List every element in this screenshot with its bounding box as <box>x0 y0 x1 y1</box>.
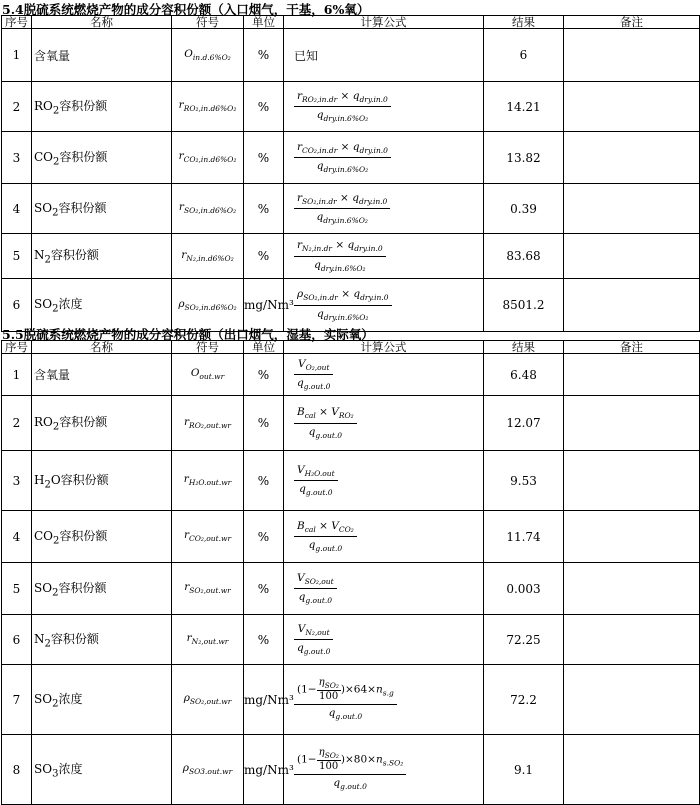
header-unit: 单位 <box>244 16 284 29</box>
row-symbol: $r_{N_2,out.wr}$ <box>172 615 244 665</box>
table-row <box>2 279 700 332</box>
table-row <box>2 132 700 184</box>
row-name: $N_2$容积份额 <box>32 615 172 665</box>
row-unit: % <box>244 184 284 234</box>
row-unit: % <box>244 563 284 615</box>
header-note: 备注 <box>564 16 700 29</box>
row-result: 6.48 <box>484 354 564 396</box>
row-unit: % <box>244 29 284 82</box>
row-result: 13.82 <box>484 132 564 184</box>
row-note <box>564 234 700 279</box>
row-symbol: $\rho_{SO_2,in.d6\%O_2}$ <box>172 279 244 332</box>
row-result: 14.21 <box>484 82 564 132</box>
header-result: 结果 <box>484 341 564 354</box>
section1-table <box>1 15 700 332</box>
row-unit: % <box>244 234 284 279</box>
row-name: $SO_3$浓度 <box>32 735 172 805</box>
row-no: 7 <box>2 665 32 735</box>
row-no: 1 <box>2 354 32 396</box>
table-row <box>2 615 700 665</box>
row-note <box>564 354 700 396</box>
row-no: 6 <box>2 615 32 665</box>
row-result: 11.74 <box>484 511 564 563</box>
row-note <box>564 451 700 511</box>
row-note <box>564 735 700 805</box>
row-formula: $\frac{r_{N_2,in.dr} \times q_{dry.in.0}}{q_{dry.in.6\%O_2}}$ <box>284 234 484 279</box>
header-symbol: 符号 <box>172 16 244 29</box>
row-result: 9.1 <box>484 735 564 805</box>
header-name: 名称 <box>32 16 172 29</box>
row-name: 含氧量 <box>32 354 172 396</box>
row-name: $SO_2$浓度 <box>32 665 172 735</box>
table-row <box>2 184 700 234</box>
row-symbol: $\rho_{SO3.out.wr}$ <box>172 735 244 805</box>
row-unit: % <box>244 511 284 563</box>
row-symbol: $r_{N_2,in.d6\%O_2}$ <box>172 234 244 279</box>
row-no: 8 <box>2 735 32 805</box>
row-unit: % <box>244 451 284 511</box>
row-no: 5 <box>2 563 32 615</box>
row-symbol: $\rho_{SO_2,out.wr}$ <box>172 665 244 735</box>
row-result: 12.07 <box>484 396 564 451</box>
row-symbol: $O_{out.wr}$ <box>172 354 244 396</box>
row-name: 含氧量 <box>32 29 172 82</box>
row-note <box>564 396 700 451</box>
row-unit: mg/Nm³ <box>244 735 284 805</box>
row-formula: $\frac{B_{cal} \times V_{RO_2}}{q_{g.out.0}}$ <box>284 396 484 451</box>
row-name: $SO_2$容积份额 <box>32 563 172 615</box>
row-symbol: $r_{RO_2,in.d6\%O_2}$ <box>172 82 244 132</box>
row-unit: % <box>244 396 284 451</box>
table-row <box>2 665 700 735</box>
row-name: $CO_2$容积份额 <box>32 132 172 184</box>
header-formula: 计算公式 <box>284 16 484 29</box>
row-note <box>564 279 700 332</box>
row-note <box>564 665 700 735</box>
table-row <box>2 735 700 805</box>
table-header-row <box>2 16 700 29</box>
row-no: 4 <box>2 184 32 234</box>
row-note <box>564 132 700 184</box>
row-name: $SO_2$浓度 <box>32 279 172 332</box>
row-result: 8501.2 <box>484 279 564 332</box>
table-header-row <box>2 341 700 354</box>
row-no: 2 <box>2 82 32 132</box>
row-symbol: $O_{in.d.6\%O_2}$ <box>172 29 244 82</box>
row-note <box>564 511 700 563</box>
row-formula: (1− $\frac{\eta_{SO_2}}{100}$ )$\times 64\times n_{s.g}$ $q_{g.out.0}$ <box>284 665 484 735</box>
row-result: 0.39 <box>484 184 564 234</box>
row-unit: % <box>244 82 284 132</box>
row-formula: $\frac{V_{N_2,out}}{q_{g.out.0}}$ <box>284 615 484 665</box>
section2-table <box>1 340 700 805</box>
header-note: 备注 <box>564 341 700 354</box>
row-result: 9.53 <box>484 451 564 511</box>
row-no: 3 <box>2 132 32 184</box>
table-row <box>2 511 700 563</box>
row-name: $SO_2$容积份额 <box>32 184 172 234</box>
row-note <box>564 615 700 665</box>
row-unit: % <box>244 615 284 665</box>
row-no: 1 <box>2 29 32 82</box>
row-formula: 已知 <box>284 29 484 82</box>
row-formula: (1− $\frac{\eta_{SO_2}}{100}$ )$\times 80\times n_{s.SO_2}$ $q_{g.out.0}$ <box>284 735 484 805</box>
row-note <box>564 563 700 615</box>
row-result: 0.003 <box>484 563 564 615</box>
section1-title: 5.4脱硫系统燃烧产物的成分容积份额（入口烟气，干基，6%氧） <box>2 2 370 17</box>
row-formula: $\frac{r_{RO_2,in.dr} \times q_{dry.in.0}}{q_{dry.in.6\%O_2}}$ <box>284 82 484 132</box>
row-result: 72.2 <box>484 665 564 735</box>
row-unit: % <box>244 132 284 184</box>
table-row <box>2 396 700 451</box>
row-no: 2 <box>2 396 32 451</box>
row-symbol: $r_{RO_2,out.wr}$ <box>172 396 244 451</box>
row-result: 83.68 <box>484 234 564 279</box>
row-name: $H_2O$容积份额 <box>32 451 172 511</box>
row-symbol: $r_{CO_2,out.wr}$ <box>172 511 244 563</box>
header-name: 名称 <box>32 341 172 354</box>
row-name: $N_2$容积份额 <box>32 234 172 279</box>
header-no: 序号 <box>2 341 32 354</box>
table-row <box>2 29 700 82</box>
row-symbol: $r_{SO_2,in.d6\%O_2}$ <box>172 184 244 234</box>
row-result: 6 <box>484 29 564 82</box>
row-unit: mg/Nm³ <box>244 279 284 332</box>
table-row <box>2 234 700 279</box>
header-formula: 计算公式 <box>284 341 484 354</box>
row-name: $RO_2$容积份额 <box>32 396 172 451</box>
row-formula: $\frac{B_{cal} \times V_{CO_2}}{q_{g.out.0}}$ <box>284 511 484 563</box>
row-name: $CO_2$容积份额 <box>32 511 172 563</box>
row-note <box>564 29 700 82</box>
row-no: 6 <box>2 279 32 332</box>
row-note <box>564 184 700 234</box>
row-note <box>564 82 700 132</box>
row-unit: mg/Nm³ <box>244 665 284 735</box>
row-symbol: $r_{H_2O.out.wr}$ <box>172 451 244 511</box>
row-formula: $\frac{V_{O_2,out}}{q_{g.out.0}}$ <box>284 354 484 396</box>
row-result: 72.25 <box>484 615 564 665</box>
table-row <box>2 451 700 511</box>
table-row <box>2 354 700 396</box>
table-row <box>2 563 700 615</box>
row-unit: % <box>244 354 284 396</box>
row-formula: $\frac{V_{SO_2,out}}{q_{g.out.0}}$ <box>284 563 484 615</box>
row-no: 5 <box>2 234 32 279</box>
header-symbol: 符号 <box>172 341 244 354</box>
row-formula: $\frac{r_{CO_2,in.dr} \times q_{dry.in.0}}{q_{dry.in.6\%O_2}}$ <box>284 132 484 184</box>
row-formula: $\frac{r_{SO_2,in.dr} \times q_{dry.in.0}}{q_{dry.in.6\%O_2}}$ <box>284 184 484 234</box>
header-no: 序号 <box>2 16 32 29</box>
table-row <box>2 82 700 132</box>
row-symbol: $r_{CO_2,in.d6\%O_2}$ <box>172 132 244 184</box>
row-formula: $\frac{V_{H_2O.out}}{q_{g.out.0}}$ <box>284 451 484 511</box>
header-unit: 单位 <box>244 341 284 354</box>
row-name: $RO_2$容积份额 <box>32 82 172 132</box>
header-result: 结果 <box>484 16 564 29</box>
row-no: 3 <box>2 451 32 511</box>
row-symbol: $r_{SO_2,out.wr}$ <box>172 563 244 615</box>
row-formula: $\frac{\rho_{SO_2,in.dr} \times q_{dry.in.0}}{q_{dry.in.6\%O_2}}$ <box>284 279 484 332</box>
row-no: 4 <box>2 511 32 563</box>
section2-title: 5.5脱硫系统燃烧产物的成分容积份额（出口烟气，湿基，实际氧） <box>2 327 374 342</box>
